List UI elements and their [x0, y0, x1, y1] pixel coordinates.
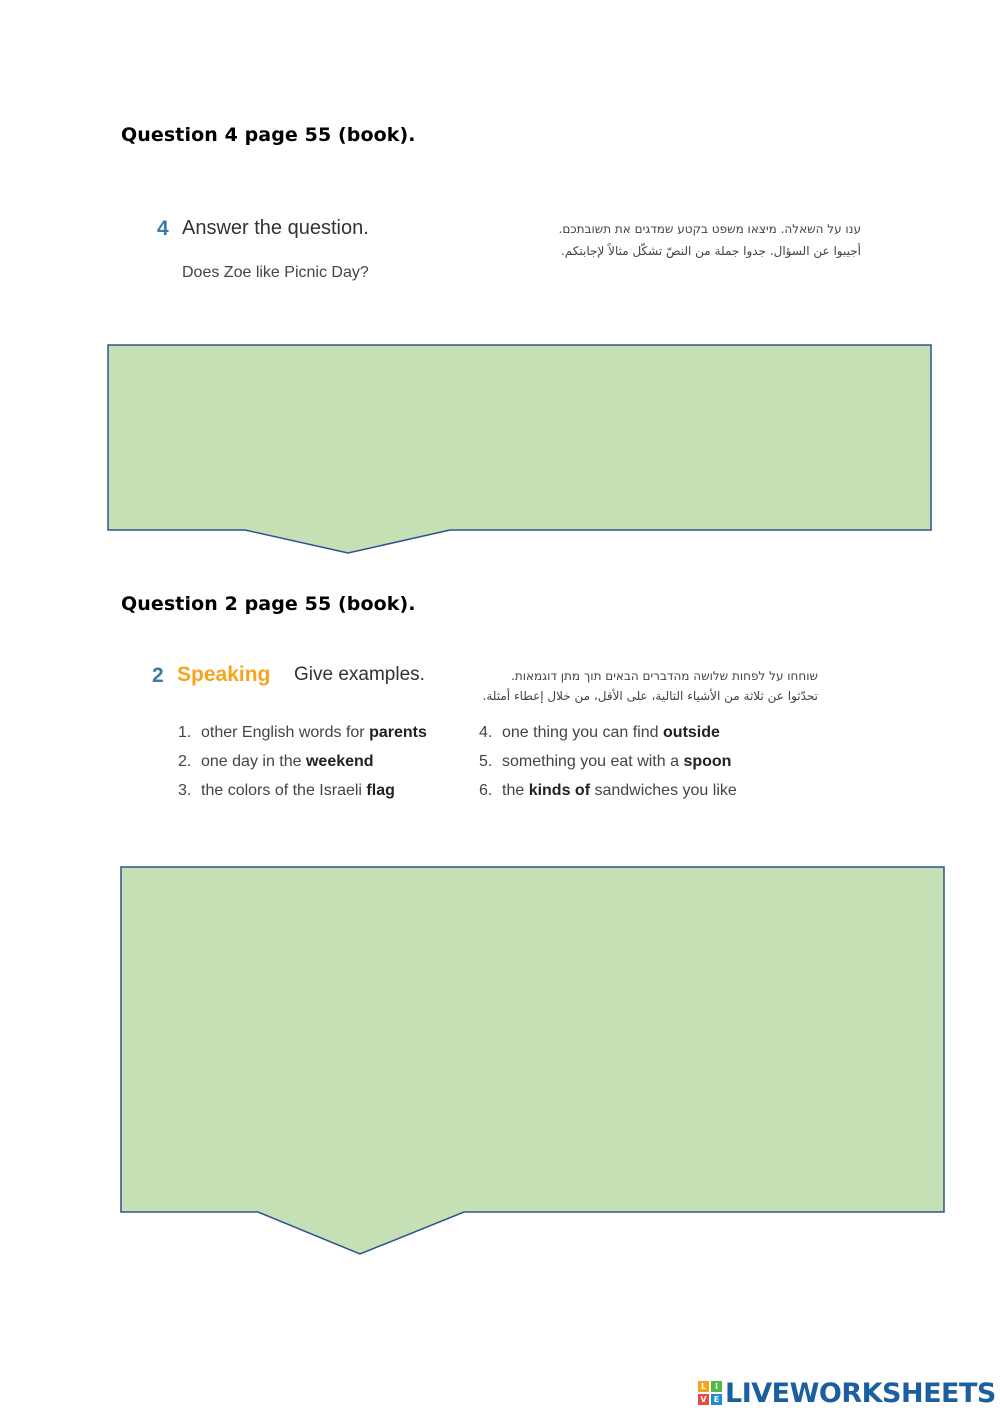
list-item: 2. one day in the weekend — [178, 753, 374, 770]
exercise-4-arabic-instruction: أجيبوا عن السؤال. جدوا جملة من النصّ تشكّل مثالاً لإجابتكم. — [560, 244, 861, 258]
exercise-4-hebrew-instruction: ענו על השאלה. מיצאו משפט בקטע שמדגים את תשובתכם. — [558, 222, 861, 236]
list-item: 5. something you eat with a spoon — [479, 753, 732, 770]
exercise-2-list-left — [178, 718, 427, 805]
logo-icon: L I V E — [698, 1381, 722, 1405]
question-2-heading: Question 2 page 55 (book). — [121, 593, 416, 615]
exercise-4-number: 4 — [157, 217, 169, 240]
exercise-2-list-right — [479, 718, 737, 805]
exercise-2-title: Give examples. — [294, 664, 425, 685]
liveworksheets-logo — [698, 1379, 996, 1407]
answer-box-1[interactable] — [108, 345, 931, 553]
list-item: 3. the colors of the Israeli flag — [178, 782, 395, 799]
question-4-heading: Question 4 page 55 (book). — [121, 124, 416, 146]
exercise-2-number: 2 — [152, 664, 164, 687]
exercise-4-title: Answer the question. — [182, 217, 369, 239]
list-item: 6. the kinds of sandwiches you like — [479, 782, 737, 799]
exercise-2-hebrew-instruction: שוחחו על לפחות שלושה מהדברים הבאים תוך מתן דוגמאות. — [511, 669, 818, 683]
exercise-2-speaking-label: Speaking — [177, 663, 271, 686]
exercise-2-arabic-instruction: تحدّثوا عن ثلاثة من الأشياء التالية، على الأقل، من خلال إعطاء أمثلة. — [482, 689, 818, 703]
logo-text: LIVEWORKSHEETS — [725, 1377, 996, 1409]
answer-box-2[interactable] — [121, 867, 944, 1254]
exercise-4-question: Does Zoe like Picnic Day? — [182, 264, 369, 281]
list-item: 4. one thing you can find outside — [479, 724, 720, 741]
list-item: 1. other English words for parents — [178, 724, 427, 741]
